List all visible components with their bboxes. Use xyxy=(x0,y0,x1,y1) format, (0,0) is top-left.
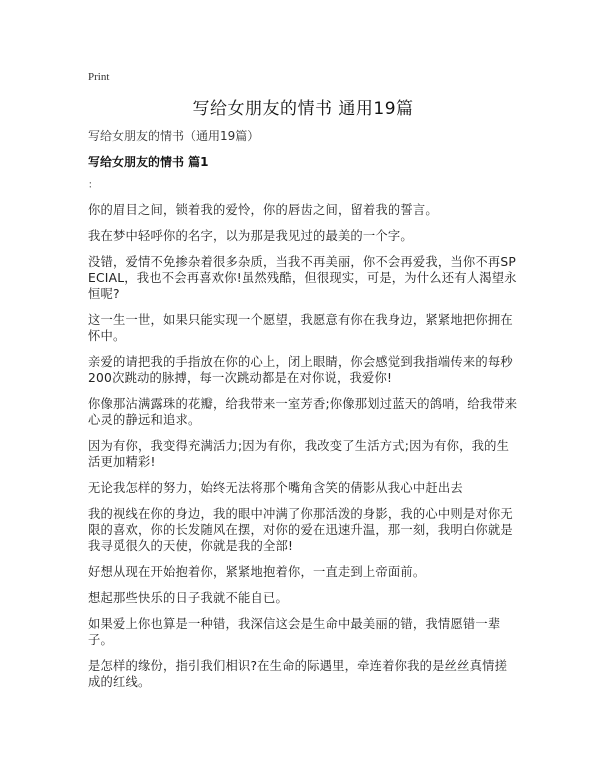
paragraph: 无论我怎样的努力，始终无法将那个嘴角含笑的倩影从我心中赶出去 xyxy=(88,481,463,495)
paragraph: 这一生一世，如果只能实现一个愿望，我愿意有你在我身边，紧紧地把你拥在怀中。 xyxy=(88,313,513,343)
print-label[interactable]: Print xyxy=(88,71,110,83)
document-subtitle: 写给女朋友的情书（通用19篇） xyxy=(88,129,260,143)
document-page xyxy=(88,70,518,690)
paragraph: 是怎样的缘份，指引我们相识?在生命的际遇里，牵连着你我的是丝丝真情搓成的红线。 xyxy=(88,659,508,689)
paragraph: 你的眉目之间，锁着我的爱怜，你的唇齿之间，留着我的誓言。 xyxy=(88,203,438,217)
paragraph: 我在梦中轻呼你的名字，以为那是我见过的最美的一个字。 xyxy=(88,229,413,243)
paragraph: 我的视线在你的身边，我的眼中冲满了你那活泼的身影，我的心中则是对你无限的喜欢，你的长发随风在摆，对你的爱在迅速升温，那一刻，我明白你就是我寻觅很久的天使，你就是我的全部! xyxy=(88,507,513,553)
paragraph: 没错，爱情不免掺杂着很多杂质，当我不再美丽，你不会再爱我，当你不再SPECIAL，我也不会再喜欢你!虽然残酷，但很现实，可是，为什么还有人渴望永恒呢? xyxy=(88,255,517,301)
colon-mark: ： xyxy=(88,180,98,191)
paragraph: 好想从现在开始抱着你，紧紧地抱着你，一直走到上帝面前。 xyxy=(88,565,426,579)
section-heading: 写给女朋友的情书 篇1 xyxy=(88,155,209,169)
paragraph: 因为有你，我变得充满活力;因为有你，我改变了生活方式;因为有你，我的生活更加精彩! xyxy=(88,439,510,469)
paragraph: 如果爱上你也算是一种错，我深信这会是生命中最美丽的错，我情愿错一辈子。 xyxy=(88,617,501,647)
document-title: 写给女朋友的情书 通用19篇 xyxy=(192,99,414,119)
paragraph: 你像那沾满露珠的花瓣，给我带来一室芳香;你像那划过蓝天的鸽哨，给我带来心灵的静远和追求。 xyxy=(88,397,518,427)
paragraph: 想起那些快乐的日子我就不能自已。 xyxy=(88,591,288,605)
paragraph: 亲爱的请把我的手指放在你的心上，闭上眼睛，你会感觉到我指端传来的每秒200次跳动的脉搏，每一次跳动都是在对你说，我爱你! xyxy=(88,355,513,385)
